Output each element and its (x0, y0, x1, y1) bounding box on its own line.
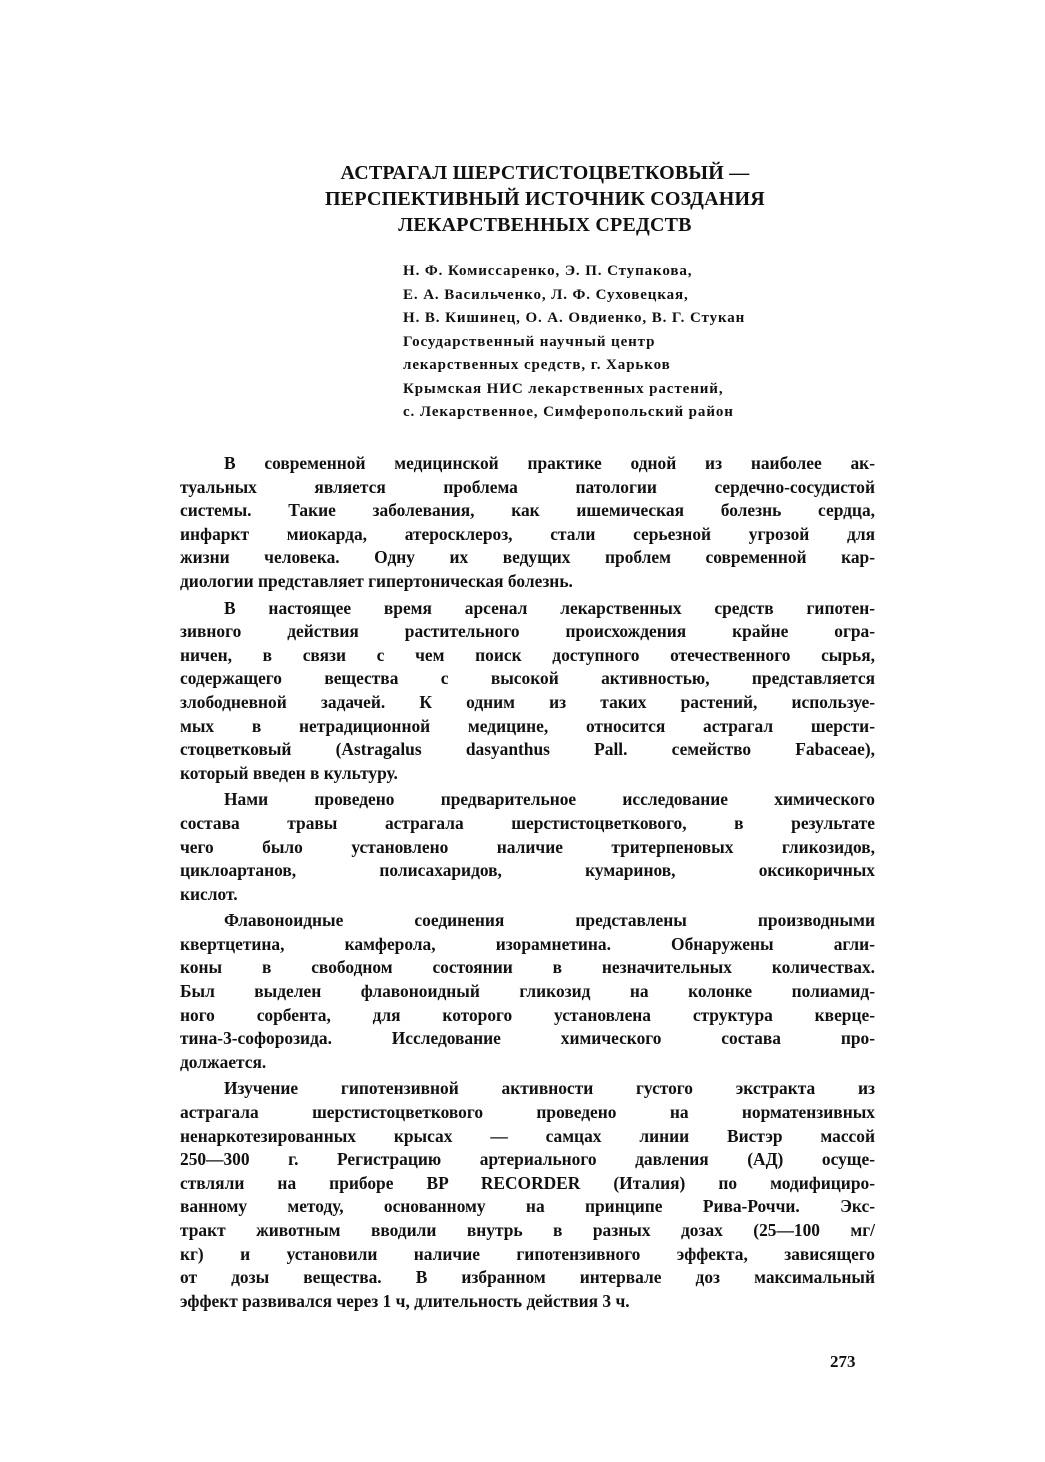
text-line: кг) и установили наличие гипотензивного эффекта, зависящего (180, 1243, 875, 1264)
text-line: квертцетина, камферола, изорамнетина. Обнаружены агли- (180, 933, 875, 954)
text-line: диологии представляет гипертоническая болезнь. (180, 570, 573, 591)
text-line: эффект развивался через 1 ч, длительность действия 3 ч. (180, 1290, 630, 1311)
authors-block (403, 260, 883, 425)
paragraph-3 (180, 788, 875, 906)
text-line: кислот. (180, 883, 238, 904)
text-line: 250—300 г. Регистрацию артериального давления (АД) осуще- (180, 1149, 875, 1170)
author-line: Н. Ф. Комиссаренко, Э. П. Ступакова, (403, 263, 693, 279)
author-line: Е. А. Васильченко, Л. Ф. Суховецкая, (403, 286, 689, 303)
text-line: инфаркт миокарда, атеросклероз, стали серьезной угрозой для (180, 523, 875, 544)
article-title (180, 160, 910, 238)
text-line: коны в свободном состоянии в незначительных количествах. (180, 957, 875, 978)
text-line: системы. Такие заболевания, как ишемическая болезнь сердца, (180, 500, 875, 521)
paragraph-2 (180, 597, 875, 786)
text-line: туальных является проблема патологии сердечно-сосудистой (180, 476, 875, 497)
text-line: Нами проведено предварительное исследование химического (224, 789, 875, 810)
text-line: состава травы астрагала шерстистоцветкового, в результате (180, 812, 875, 833)
text-line: ствляли на приборе BP RECORDER (Италия) по модифициро- (180, 1172, 875, 1193)
text-line: тина-3-софорозида. Исследование химического состава про- (180, 1028, 875, 1049)
affiliation-line: Государственный научный центр (403, 333, 656, 350)
text-line: стоцветковый (Astragalus dasyanthus Pall. семейство Fabaceae), (180, 739, 875, 760)
text-line: жизни человека. Одну их ведущих проблем современной кар- (180, 547, 875, 568)
paragraph-4 (180, 909, 875, 1074)
affiliation-line: лекарственных средств, г. Харьков (403, 357, 671, 373)
author-line: Н. В. Кишинец, О. А. Овдиенко, В. Г. Стукан (403, 310, 746, 326)
title-line: ПЕРСПЕКТИВНЫЙ ИСТОЧНИК СОЗДАНИЯ (325, 188, 765, 210)
text-line: тракт животным вводили внутрь в разных дозах (25—100 мг/ (180, 1220, 875, 1240)
affiliation-line: с. Лекарственное, Симферопольский район (403, 404, 734, 420)
text-line: Был выделен флавоноидный гликозид на колонке полиамид- (180, 981, 875, 1002)
text-line: В настоящее время арсенал лекарственных средств гипотен- (224, 597, 875, 618)
text-line: мых в нетрадиционной медицине, относится астрагал шерсти- (180, 715, 875, 736)
text-line: от дозы вещества. В избранном интервале доз максимальный (180, 1267, 875, 1288)
title-line: ЛЕКАРСТВЕННЫХ СРЕДСТВ (398, 214, 692, 236)
text-line: Флавоноидные соединения представлены производными (224, 910, 875, 931)
title-line: АСТРАГАЛ ШЕРСТИСТОЦВЕТКОВЫЙ — (340, 162, 750, 184)
text-line: злободневной задачей. К одним из таких растений, используе- (180, 691, 875, 712)
text-line: ванному методу, основанному на принципе Рива-Роччи. Экс- (180, 1196, 875, 1217)
text-line: должается. (180, 1051, 267, 1072)
text-line: ного сорбента, для которого установлена структура кверце- (180, 1004, 875, 1025)
text-line: ничен, в связи с чем поиск доступного отечественного сырья, (180, 644, 875, 665)
text-line: чего было установлено наличие тритерпеновых гликозидов, (180, 836, 875, 857)
paragraph-5 (180, 1077, 875, 1313)
text-line: ненаркотезированных крысах — самцах линии Вистэр массой (180, 1125, 875, 1146)
affiliation-line: Крымская НИС лекарственных растений, (403, 380, 724, 397)
text-line: содержащего вещества с высокой активностью, представляется (180, 668, 875, 689)
paragraph-1 (180, 452, 875, 594)
text-line: В современной медицинской практике одной из наиболее ак- (224, 453, 875, 473)
text-line: астрагала шерстистоцветкового проведено на норматензивных (180, 1102, 875, 1123)
page-number: 273 (830, 1352, 856, 1371)
text-line: Изучение гипотензивной активности густого экстракта из (224, 1078, 875, 1099)
text-line: который введен в культуру. (180, 762, 398, 783)
text-line: циклоартанов, полисахаридов, кумаринов, оксикоричных (180, 860, 875, 881)
article-body (180, 452, 875, 1316)
text-line: зивного действия растительного происхождения крайне огра- (180, 621, 875, 642)
